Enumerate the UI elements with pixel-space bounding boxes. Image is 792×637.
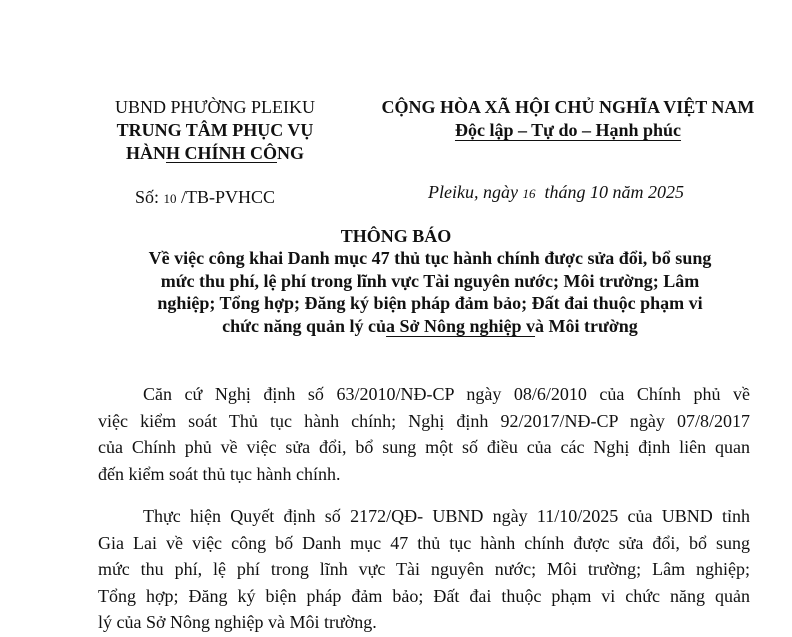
body-paragraph-2	[98, 503, 750, 636]
organization-name-line2-part1: HÀN	[125, 143, 166, 163]
paragraph-line: Thực hiện Quyết định số 2172/QĐ- UBND ngày 11/10/2025 của UBND tỉnh	[143, 506, 750, 526]
paragraph-line: đến kiểm soát thủ tục hành chính.	[98, 463, 341, 484]
paragraph-line: lý của Sở Nông nghiệp và Môi trường.	[98, 612, 377, 632]
document-number-value: 10	[163, 191, 177, 206]
paragraph-line: mức thu phí, lệ phí trong lĩnh vực Tài nguyên nước; Môi trường; Lâm nghiệp;	[98, 559, 750, 579]
national-motto: Độc lập – Tự do – Hạnh phúc	[454, 120, 682, 140]
date-day: 16	[522, 186, 536, 201]
parent-authority: UBND PHƯỜNG PLEIKU	[115, 97, 315, 117]
body-paragraph-1	[98, 381, 750, 487]
paragraph-line: Gia Lai về việc công bố Danh mục 47 thủ tục hành chính được sửa đổi, bổ sung	[98, 532, 750, 553]
subject-line: mức thu phí, lệ phí trong lĩnh vực Tài nguyên nước; Môi trường; Lâm	[160, 270, 700, 291]
date-line	[428, 181, 684, 205]
date-place-label: Pleiku, ngày	[428, 182, 518, 202]
subject-line4-part1: chức năng quản lý củ	[222, 315, 387, 336]
subject-line4-part3: à Môi trường	[535, 315, 638, 336]
organization-name-line1: TRUNG TÂM PHỤC VỤ	[116, 120, 314, 140]
date-month-year: tháng 10 năm 2025	[544, 182, 684, 202]
organization-name-line2-underlined: H CHÍNH CÔ	[165, 143, 277, 163]
national-header	[368, 96, 768, 142]
national-title: CỘNG HÒA XÃ HỘI CHỦ NGHĨA VIỆT NAM	[381, 97, 755, 117]
paragraph-line: việc kiểm soát Thủ tục hành chính; Nghị định 92/2017/NĐ-CP ngày 07/8/2017	[98, 410, 750, 431]
document-subject	[110, 247, 750, 337]
subject-line	[110, 315, 750, 338]
paragraph-line: Tổng hợp; Đăng ký biện pháp đảm bảo; Đất đai thuộc phạm vi chức năng quản	[98, 585, 750, 606]
document-number	[135, 186, 275, 210]
document-number-prefix: Số:	[135, 187, 160, 207]
document-title: THÔNG BÁO	[340, 226, 452, 246]
organization-name-line2-part3: NG	[277, 143, 304, 163]
subject-line: Về việc công khai Danh mục 47 thủ tục hành chính được sửa đổi, bổ sung	[148, 248, 712, 268]
issuing-organization	[95, 96, 335, 165]
subject-line: nghiệp; Tổng hợp; Đăng ký biện pháp đảm bảo; Đất đai thuộc phạm vi	[157, 293, 703, 313]
paragraph-line: của Chính phủ về việc sửa đổi, bổ sung một số điều của các Nghị định liên quan	[98, 437, 750, 457]
subject-line4-underlined: a Sở Nông nghiệp v	[386, 315, 536, 336]
organization-name-line2	[95, 142, 335, 165]
document-number-suffix: /TB-PVHCC	[181, 187, 276, 207]
paragraph-line: Căn cứ Nghị định số 63/2010/NĐ-CP ngày 08/6/2010 của Chính phủ về	[143, 384, 750, 404]
